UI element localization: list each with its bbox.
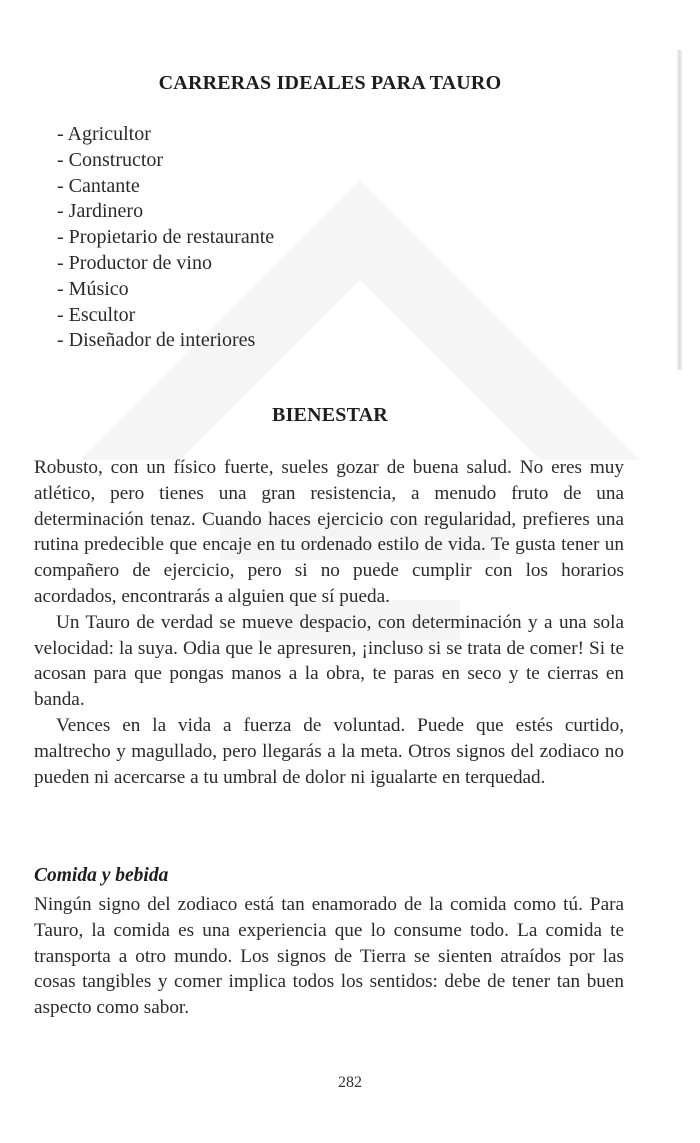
list-item: - Propietario de restaurante bbox=[57, 226, 275, 249]
paragraph: Robusto, con un físico fuerte, sueles gozar de buena salud. No eres muy atlético, pero tienes una gran resistencia, a menudo fruto de una determinación tenaz. Cuando haces ejercicio con regularidad, prefieres una rutina predecible que encaje en tu ordenado estilo de vida. Te gusta tener un compañero de ejercicio, pero si no puede cumplir con los horarios acordados, encontrarás a alguien que sí pueda. bbox=[34, 457, 624, 607]
list-item: - Escultor bbox=[57, 303, 136, 326]
food-heading: Comida y bebida bbox=[34, 865, 169, 886]
scan-edge-shadow bbox=[677, 50, 682, 370]
wellness-text bbox=[34, 455, 624, 790]
list-item: - Agricultor bbox=[57, 123, 151, 145]
paragraph: Ningún signo del zodiaco está tan enamorado de la comida como tú. Para Tauro, la comida es una experiencia que lo consume todo. La comida te transporta a otro mundo. Los signos de Tierra se sienten atraídos por las cosas tangibles y comer implica todos los sentidos: debe de tener tan buen aspecto como sabor. bbox=[34, 894, 624, 1019]
list-item: - Constructor bbox=[57, 148, 164, 171]
wellness-title: BIENESTAR bbox=[272, 404, 388, 426]
careers-title: CARRERAS IDEALES PARA TAURO bbox=[158, 72, 502, 94]
careers-list bbox=[57, 122, 274, 354]
paragraph: Un Tauro de verdad se mueve despacio, con determinación y a una sola velocidad: la suya. Odia que le apresuren, ¡incluso si se trata de comer! Si te acosan para que pongas manos a la obra, te paras en seco y te cierras en banda. bbox=[34, 611, 624, 711]
list-item: - Músico bbox=[57, 277, 129, 300]
page-number: 282 bbox=[338, 1074, 362, 1091]
list-item: - Cantante bbox=[57, 174, 140, 197]
list-item: - Productor de vino bbox=[57, 251, 212, 274]
list-item: - Jardinero bbox=[57, 200, 144, 223]
food-text bbox=[34, 892, 624, 1021]
list-item: - Diseñador de interiores bbox=[57, 329, 256, 352]
paragraph: Vences en la vida a fuerza de voluntad. Puede que estés curtido, maltrecho y magullado, pero llegarás a la meta. Otros signos del zodiaco no pueden ni acercarse a tu umbral de dolor ni igualarte en terquedad. bbox=[34, 714, 624, 788]
